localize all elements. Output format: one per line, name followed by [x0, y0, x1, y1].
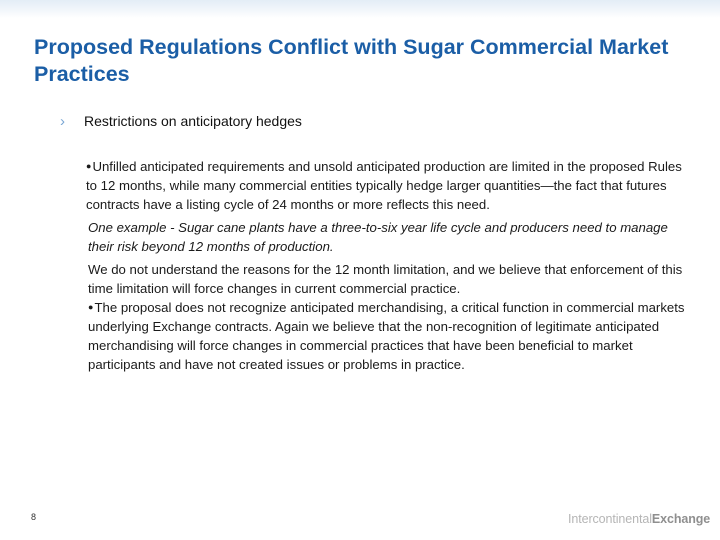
- paragraph-text: Unfilled anticipated requirements and unsold anticipated production are limited in the proposed Rules to 12 months, while many commercial entities typically hedge larger quantities—the fact that futures contracts have a listing cycle of 24 months or more reflects this need.: [86, 159, 682, 212]
- header-band: [0, 0, 720, 18]
- page-number: 8: [31, 512, 37, 522]
- bullet-icon: ●: [86, 161, 92, 171]
- logo-part-2: Exchange: [651, 512, 711, 526]
- paragraph-3: We do not understand the reasons for the 12 month limitation, and we believe that enforcement of this time limitation will force changes in current commercial practice.: [88, 262, 683, 296]
- subheading: [60, 113, 302, 130]
- chevron-right-icon: ›: [60, 113, 65, 130]
- paragraph-1: [86, 157, 688, 214]
- slide-title: Proposed Regulations Conflict with Sugar Commercial Market Practices: [34, 35, 669, 86]
- slide-body: [88, 157, 688, 378]
- paragraph-text: The proposal does not recognize anticipated merchandising, a critical function in commercial markets underlying Exchange contracts. Again we believe that the non-recognition of legitimate anticipated merchandising will force changes in commercial practices that have been beneficial to market participants and have not created issues or problems in practice.: [88, 300, 685, 372]
- bullet-icon: ●: [88, 302, 94, 312]
- paragraph-2: One example - Sugar cane plants have a three-to-six year life cycle and producers need to manage their risk beyond 12 months of production.: [88, 220, 668, 254]
- paragraph-4: [88, 298, 688, 374]
- logo-part-1: Intercontinental: [568, 512, 652, 526]
- intercontinental-exchange-logo: [568, 512, 710, 526]
- subheading-label: Restrictions on anticipatory hedges: [84, 113, 302, 129]
